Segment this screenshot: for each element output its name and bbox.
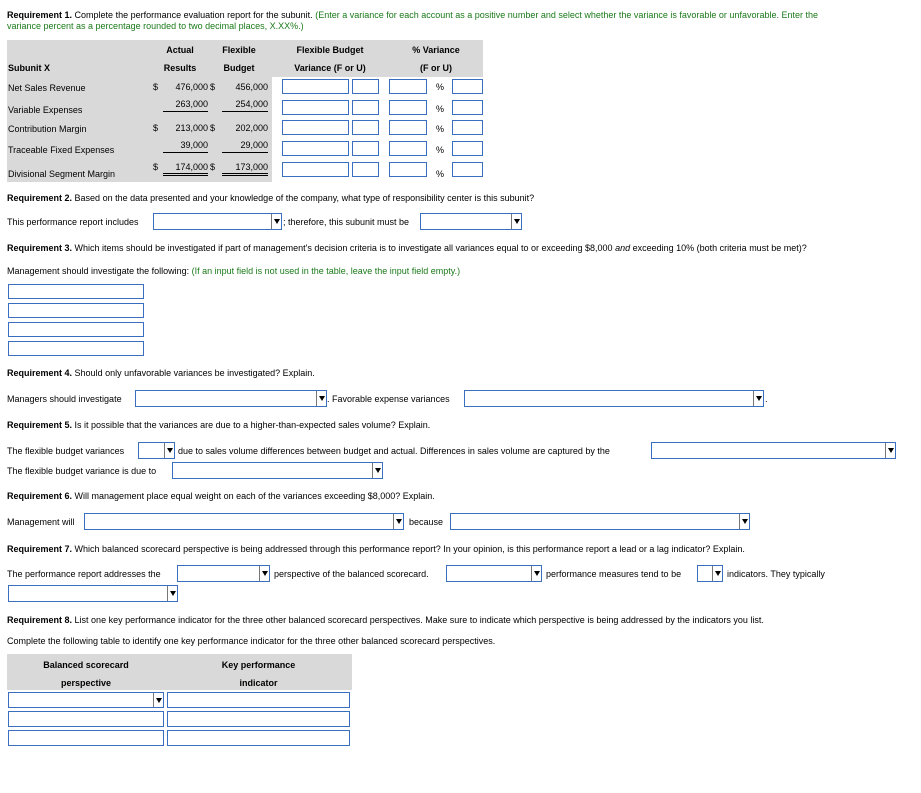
fu-select-traceable-fixed[interactable] [352,141,379,156]
fu-select-net-sales[interactable] [352,79,379,94]
flex-segment-margin: 173,000 [222,162,268,176]
chevron-down-icon [153,693,163,707]
flexible-variances-select[interactable] [138,442,175,459]
investigate-item-2[interactable] [8,303,144,318]
perspective-measures-select[interactable] [446,565,542,582]
report-includes-select[interactable] [153,213,282,230]
fu-select-contribution-margin[interactable] [352,120,379,135]
pct-input-contribution-margin[interactable] [389,120,427,135]
req4-heading: Requirement 4. Should only unfavorable variances be investigated? Explain. [7,368,315,378]
req7-heading: Requirement 7. Which balanced scorecard perspective is being addressed through this performance report? In your opinion, is this performance report a lead or a lag indicator? Explain. [7,544,745,554]
dollar-sign: $ [210,82,216,92]
dollar-sign: $ [210,162,216,172]
kpi-input-1[interactable] [167,692,350,708]
dollar-sign: $ [153,82,159,92]
col-pct-header2: (F or U) [420,63,452,73]
pct-fu-select-net-sales[interactable] [452,79,483,94]
subunit-header: Subunit X [8,63,50,73]
variance-input-variable-expenses[interactable] [282,100,349,115]
investigate-item-1[interactable] [8,284,144,299]
fu-select-variable-expenses[interactable] [352,100,379,115]
req6-heading: Requirement 6. Will management place equal weight on each of the variances exceeding $8,000? Explain. [7,491,435,501]
chevron-down-icon [885,443,895,458]
col-flex-header2: Budget [223,63,255,73]
variance-input-contribution-margin[interactable] [282,120,349,135]
pct-input-variable-expenses[interactable] [389,100,427,115]
chevron-down-icon [712,566,722,581]
chevron-down-icon [164,443,174,458]
req8-heading: Requirement 8. List one key performance indicator for the three other balanced scorecard perspectives. Make sure to indicate which perspective is being addressed by the indicators you list. [7,615,764,625]
dollar-sign: $ [153,162,159,172]
percent-sign: % [436,82,445,92]
pct-fu-select-contribution-margin[interactable] [452,120,483,135]
req6-prompt-1: Management will [7,517,75,527]
req5-prompt-3: The flexible budget variance is due to [7,466,157,476]
req2-prompt-1: This performance report includes [7,217,139,227]
req2-heading: Requirement 2. Based on the data presented and your knowledge of the company, what type of responsibility center is this subunit? [7,193,535,203]
req6-prompt-2: because [409,517,444,527]
chevron-down-icon [167,586,177,601]
actual-traceable-fixed: 39,000 [163,140,208,153]
pct-input-traceable-fixed[interactable] [389,141,427,156]
chevron-down-icon [511,214,521,229]
col-perspective-header: Balanced scorecard [43,660,129,670]
flex-net-sales: 456,000 [235,82,268,92]
row-label-segment-margin: Divisional Segment Margin [8,169,116,179]
col-variance-header: Flexible Budget [296,45,364,55]
chevron-down-icon [393,514,403,529]
pct-fu-select-traceable-fixed[interactable] [452,141,483,156]
req1-heading: Requirement 1. Complete the performance evaluation report for the subunit. (Enter a variance for each account as a positive number and select whether the variance is favorable or unfavorable. Enter the [7,10,818,20]
lead-lag-select[interactable] [697,565,723,582]
favorable-variances-select[interactable] [464,390,764,407]
dollar-sign: $ [210,123,216,133]
req5-prompt-2: due to sales volume differences between budget and actual. Differences in sales volume are captured by the [178,446,610,456]
row-label-traceable-fixed: Traceable Fixed Expenses [8,145,115,155]
pct-fu-select-segment-margin[interactable] [452,162,483,177]
perspective-select-1[interactable] [8,692,164,708]
req7-prompt-4: indicators. They typically [727,569,825,579]
chevron-down-icon [531,566,541,581]
dollar-sign: $ [153,123,159,133]
col-actual-header: Actual [166,45,194,55]
chevron-down-icon [753,391,763,406]
req4-prompt-1: Managers should investigate [7,394,122,404]
management-will-select[interactable] [84,513,404,530]
variance-input-segment-margin[interactable] [282,162,349,177]
actual-segment-margin: 174,000 [163,162,208,176]
pct-input-segment-margin[interactable] [389,162,427,177]
col-variance-header2: Variance (F or U) [294,63,366,73]
col-kpi-header: Key performance [221,660,296,670]
req4-period: . [765,394,768,404]
row-label-contribution-margin: Contribution Margin [8,124,87,134]
chevron-down-icon [316,391,326,406]
variance-input-traceable-fixed[interactable] [282,141,349,156]
kpi-input-2[interactable] [167,711,350,727]
req5-heading: Requirement 5. Is it possible that the variances are due to a higher-than-expected sales volume? Explain. [7,420,431,430]
req8-prompt: Complete the following table to identify one key performance indicator for the three other balanced scorecard perspectives. [7,636,496,646]
actual-net-sales: 476,000 [175,82,208,92]
managers-investigate-select[interactable] [135,390,327,407]
row-label-net-sales: Net Sales Revenue [8,83,86,93]
flex-traceable-fixed: 29,000 [222,140,268,153]
pct-fu-select-variable-expenses[interactable] [452,100,483,115]
kpi-input-3[interactable] [167,730,350,746]
investigate-item-3[interactable] [8,322,144,337]
percent-sign: % [436,104,445,114]
percent-sign: % [436,169,445,179]
because-select[interactable] [450,513,750,530]
col-actual-header2: Results [163,63,197,73]
typically-select[interactable] [8,585,178,602]
col-pct-header: % Variance [412,45,460,55]
variance-due-to-select[interactable] [172,462,383,479]
req2-prompt-2: ; therefore, this subunit must be [283,217,410,227]
col-flex-header: Flexible [222,45,256,55]
variance-input-net-sales[interactable] [282,79,349,94]
flex-variable-expenses: 254,000 [222,99,268,112]
req7-prompt-1: The performance report addresses the [7,569,161,579]
req3-prompt: Management should investigate the following: (If an input field is not used in the table, leave the input field empty.) [7,266,461,276]
scorecard-perspective-select[interactable] [177,565,270,582]
col-kpi-header2: indicator [239,678,278,688]
investigate-item-4[interactable] [8,341,144,356]
req3-heading: Requirement 3. Which items should be investigated if part of management's decision criteria is to investigate all variances equal to or exceeding $8,000 and exceeding 10% (both criteria must be met)? [7,243,807,253]
sales-volume-captured-select[interactable] [651,442,896,459]
chevron-down-icon [271,214,281,229]
chevron-down-icon [259,566,269,581]
center-type-select[interactable] [420,213,522,230]
actual-contribution-margin: 213,000 [175,123,208,133]
actual-variable-expenses: 263,000 [163,99,208,112]
percent-sign: % [436,124,445,134]
flex-contribution-margin: 202,000 [235,123,268,133]
fu-select-segment-margin[interactable] [352,162,379,177]
req7-prompt-2: perspective of the balanced scorecard. [274,569,429,579]
chevron-down-icon [372,463,382,478]
row-label-variable-expenses: Variable Expenses [8,105,83,115]
perspective-input-3[interactable] [8,730,164,746]
req7-prompt-3: performance measures tend to be [546,569,682,579]
req1-instruction: variance percent as a percentage rounded to two decimal places, X.XX%.) [7,21,304,31]
perspective-input-2[interactable] [8,711,164,727]
col-perspective-header2: perspective [60,678,112,688]
pct-input-net-sales[interactable] [389,79,427,94]
chevron-down-icon [739,514,749,529]
req5-prompt-1: The flexible budget variances [7,446,125,456]
req4-prompt-2: . Favorable expense variances [327,394,450,404]
percent-sign: % [436,145,445,155]
